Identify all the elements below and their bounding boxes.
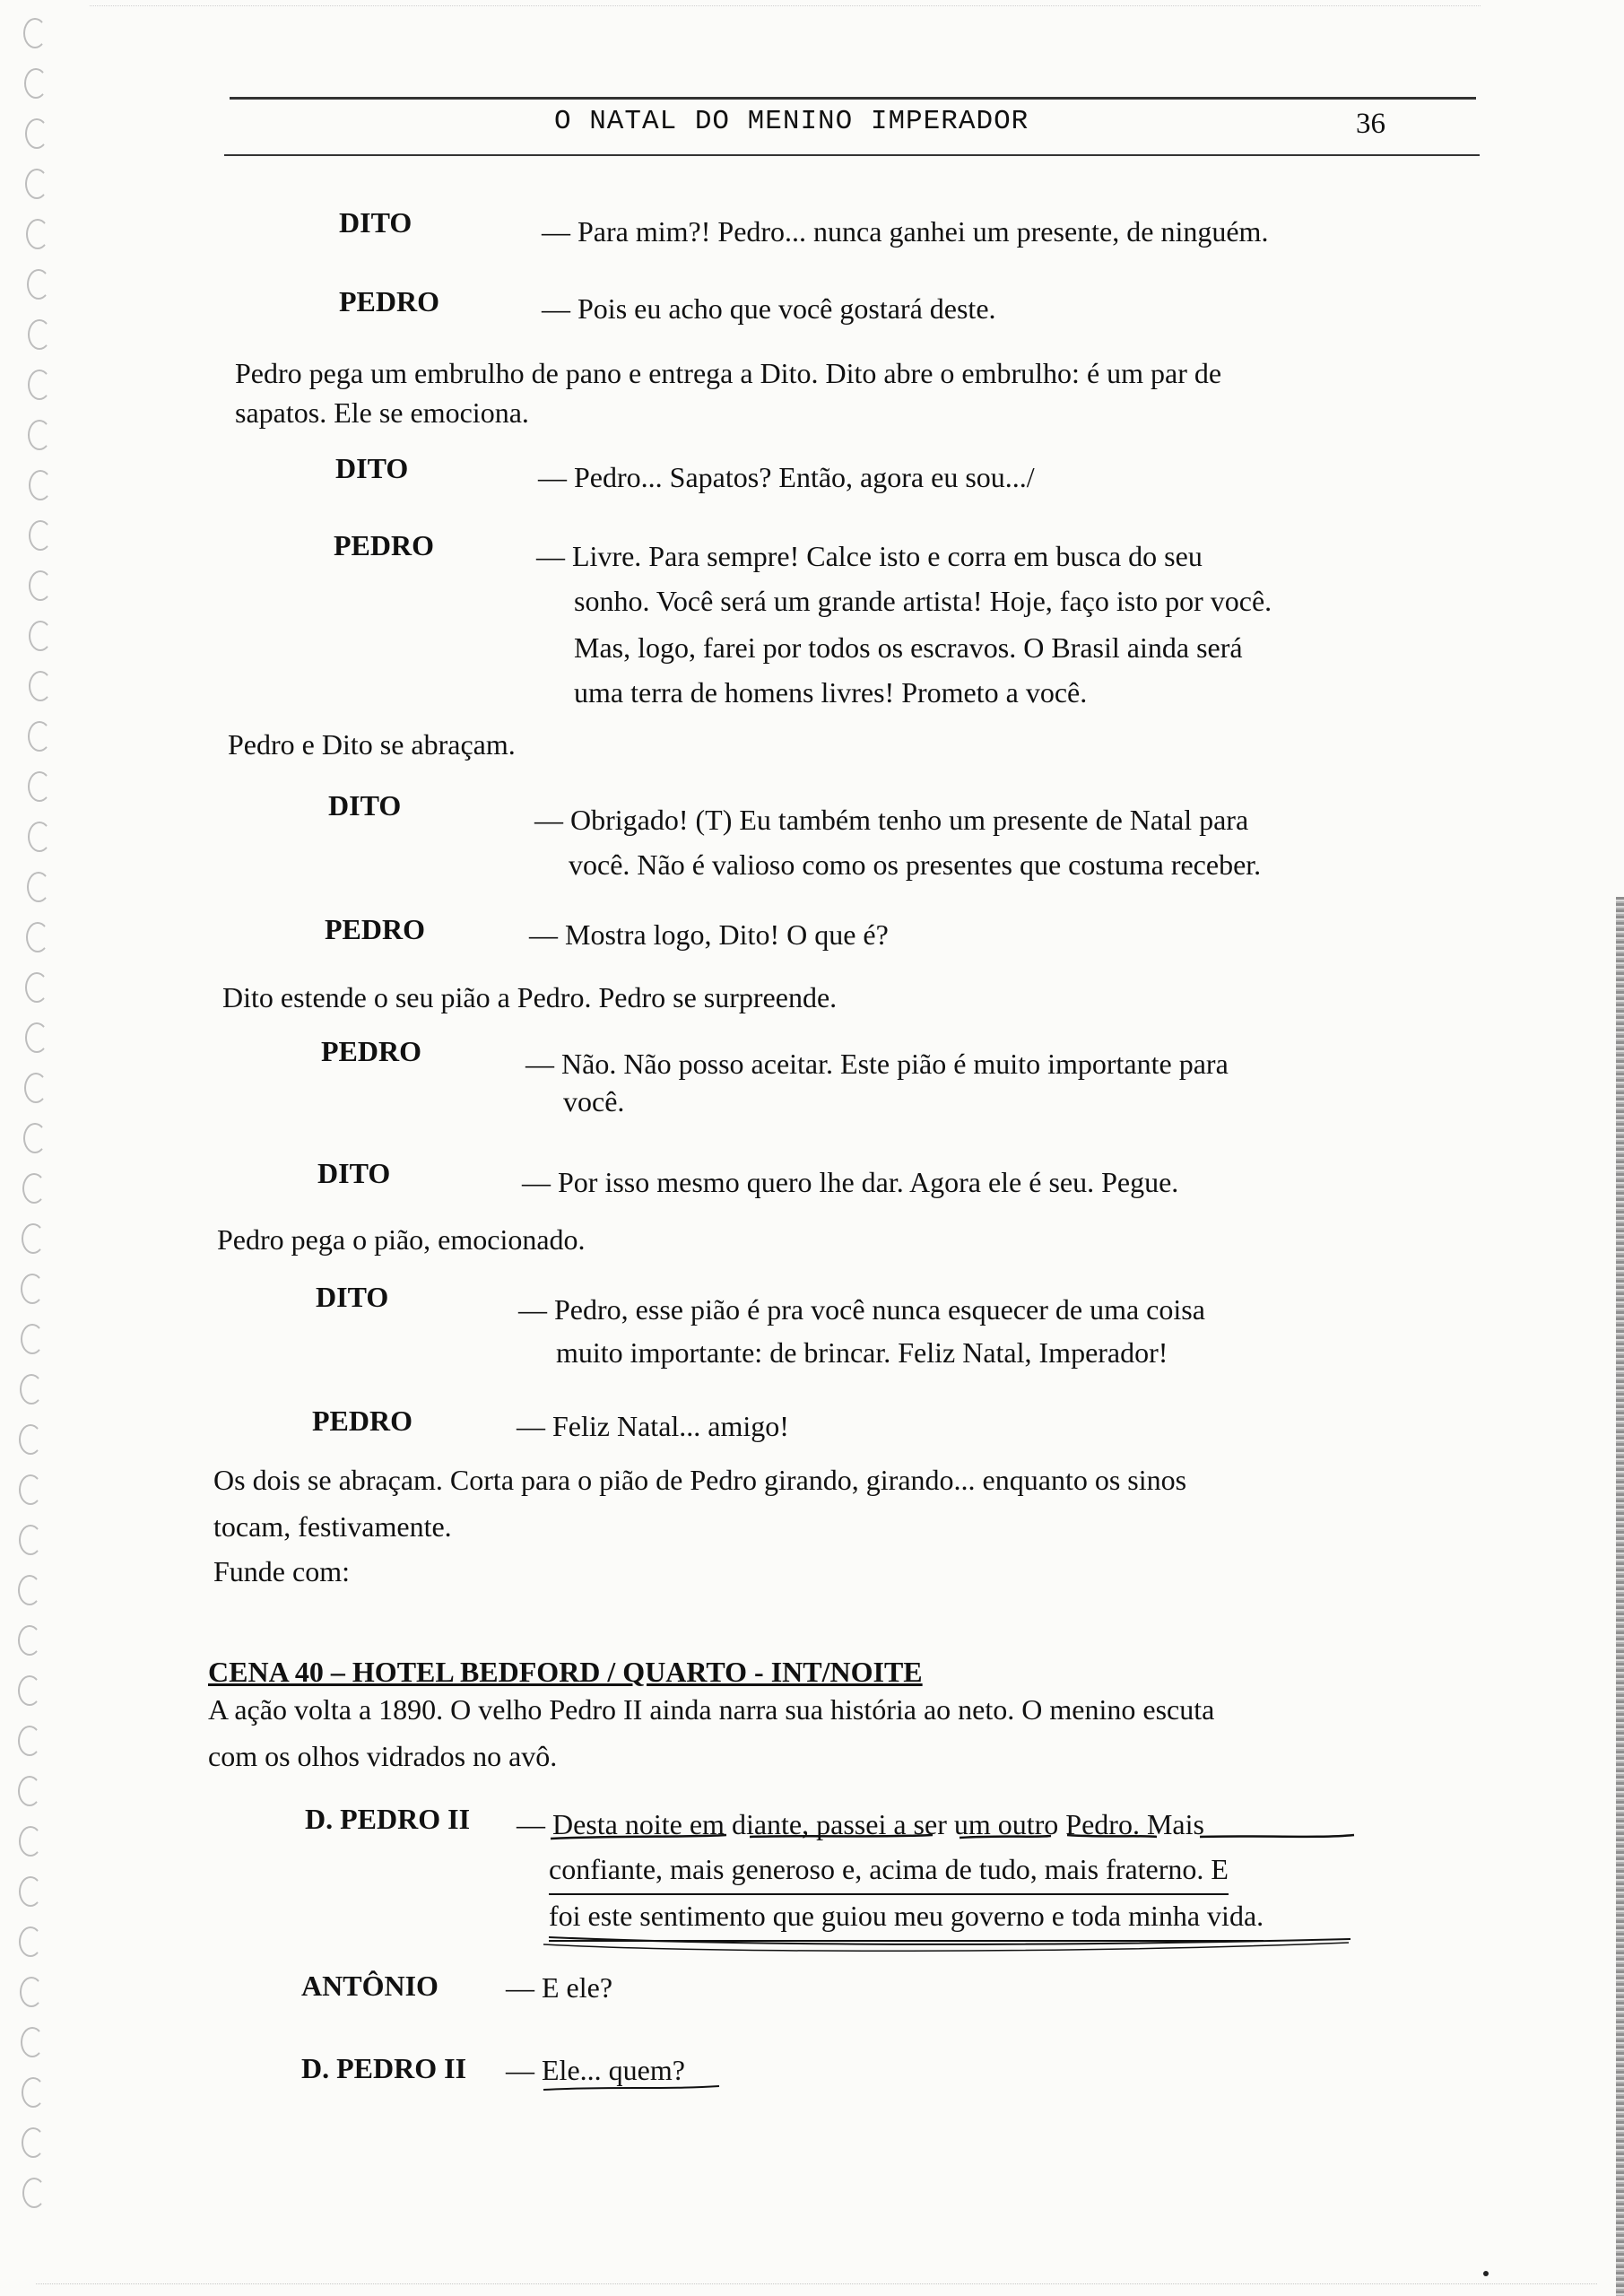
- dialogue-4a: — Livre. Para sempre! Calce isto e corra em busca do seu: [536, 540, 1203, 572]
- speaker-dito-3: DITO: [328, 789, 402, 822]
- dialogue-2: — Pois eu acho que você gostará deste.: [542, 292, 996, 325]
- dialogue-11b: confiante, mais generoso e, acima de tudo, mais fraterno. E: [549, 1846, 1229, 1895]
- stage-direction-5c: Funde com:: [213, 1555, 350, 1587]
- dialogue-13: — Ele... quem?: [506, 2054, 685, 2086]
- dialogue-1: — Para mim?! Pedro... nunca ganhei um presente, de ninguém.: [542, 215, 1269, 248]
- dialogue-11a: — Desta noite em diante, passei a ser um outro Pedro. Mais: [517, 1808, 1204, 1840]
- speaker-dito-4: DITO: [317, 1157, 391, 1189]
- speaker-antonio: ANTÔNIO: [301, 1970, 439, 2002]
- dialogue-12: — E ele?: [506, 1971, 613, 2004]
- speaker-pedro-1: PEDRO: [339, 285, 439, 317]
- running-title: O NATAL DO MENINO IMPERADOR: [554, 106, 1029, 137]
- dialogue-4d: uma terra de homens livres! Prometo a você.: [574, 676, 1088, 709]
- dialogue-9b: muito importante: de brincar. Feliz Natal, Imperador!: [556, 1336, 1168, 1369]
- scene-heading: CENA 40 – HOTEL BEDFORD / QUARTO - INT/NOITE: [208, 1656, 923, 1688]
- stage-direction-3: Dito estende o seu pião a Pedro. Pedro se surpreende.: [222, 981, 838, 1013]
- dialogue-6: — Mostra logo, Dito! O que é?: [529, 918, 889, 951]
- stage-direction-5b: tocam, festivamente.: [213, 1510, 452, 1543]
- stage-direction-5a: Os dois se abraçam. Corta para o pião de Pedro girando, girando... enquanto os sinos: [213, 1464, 1187, 1496]
- dialogue-7b: você.: [563, 1085, 625, 1118]
- speaker-d-pedro-ii-2: D. PEDRO II: [301, 2052, 467, 2084]
- speaker-pedro-5: PEDRO: [312, 1405, 413, 1437]
- stage-direction-2: Pedro e Dito se abraçam.: [228, 728, 516, 761]
- speaker-dito-1: DITO: [339, 206, 413, 239]
- dialogue-3: — Pedro... Sapatos? Então, agora eu sou.../: [538, 461, 1035, 493]
- dialogue-5b: você. Não é valioso como os presentes que costuma receber.: [569, 848, 1262, 881]
- dialogue-10: — Feliz Natal... amigo!: [517, 1410, 789, 1442]
- dialogue-4c: Mas, logo, farei por todos os escravos. O Brasil ainda será: [574, 631, 1243, 664]
- stage-direction-1b: sapatos. Ele se emociona.: [235, 396, 529, 429]
- dialogue-11c: foi este sentimento que guiou meu governo e toda minha vida.: [549, 1892, 1264, 1942]
- speaker-pedro-3: PEDRO: [325, 913, 425, 945]
- dialogue-4b: sonho. Você será um grande artista! Hoje, faço isto por você.: [574, 585, 1272, 617]
- speaker-pedro-2: PEDRO: [334, 529, 434, 561]
- dialogue-9a: — Pedro, esse pião é pra você nunca esquecer de uma coisa: [518, 1293, 1205, 1326]
- stage-direction-6a: A ação volta a 1890. O velho Pedro II ainda narra sua história ao neto. O menino escuta: [208, 1693, 1215, 1726]
- stage-direction-1a: Pedro pega um embrulho de pano e entrega a Dito. Dito abre o embrulho: é um par de: [235, 357, 1222, 389]
- speaker-dito-2: DITO: [335, 452, 409, 484]
- dialogue-5a: — Obrigado! (T) Eu também tenho um presente de Natal para: [534, 804, 1249, 836]
- speaker-dito-5: DITO: [316, 1281, 389, 1313]
- speaker-pedro-4: PEDRO: [321, 1035, 421, 1067]
- dialogue-8: — Por isso mesmo quero lhe dar. Agora ele é seu. Pegue.: [522, 1166, 1179, 1198]
- page-number: 36: [1356, 108, 1385, 140]
- dialogue-7a: — Não. Não posso aceitar. Este pião é muito importante para: [525, 1048, 1229, 1080]
- speaker-d-pedro-ii-1: D. PEDRO II: [305, 1803, 471, 1835]
- stage-direction-4: Pedro pega o pião, emocionado.: [217, 1223, 586, 1256]
- stage-direction-6b: com os olhos vidrados no avô.: [208, 1740, 558, 1772]
